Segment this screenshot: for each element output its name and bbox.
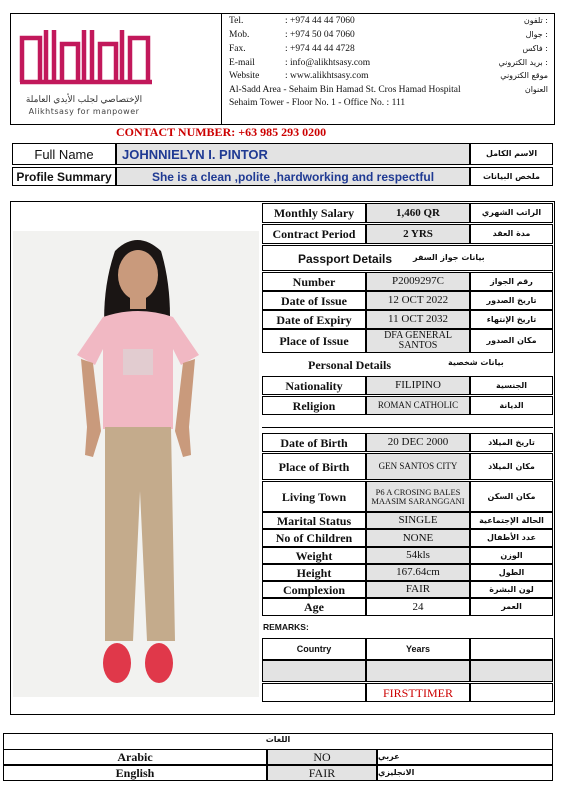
personal-header	[262, 354, 553, 375]
passport-title-ar: بيانات جواز السفر	[413, 253, 485, 262]
contract-period-label: Contract Period	[262, 224, 366, 244]
remarks-label: REMARKS:	[263, 622, 309, 632]
contract-period-ar: مدة العقد	[470, 224, 553, 244]
date-of-issue-label: Date of Issue	[262, 291, 366, 310]
address-line-2: Sehaim Tower - Floor No. 1 - Office No. : 111	[229, 98, 406, 108]
living-town-label: Living Town	[262, 481, 366, 512]
contract-period-value: 2 YRS	[366, 224, 470, 244]
company-logo	[14, 20, 216, 120]
passport-number-ar: رقم الجواز	[470, 272, 553, 291]
country-header: Country	[262, 638, 366, 660]
height-ar: الطول	[470, 564, 553, 581]
full-name-ar: الاسم الكامل	[470, 143, 553, 165]
children-value: NONE	[366, 529, 470, 547]
contact-website-ar: موقع الكتروني	[500, 71, 548, 80]
passport-number-label: Number	[262, 272, 366, 291]
profile-summary-ar: ملخص البيانات	[470, 167, 553, 186]
complexion-value: FAIR	[366, 581, 470, 598]
profile-summary-value: She is a clean ,polite ,hardworking and respectful	[116, 167, 470, 186]
contact-email-value[interactable]: : info@alikhtsasy.com	[285, 58, 371, 68]
date-of-expiry-label: Date of Expiry	[262, 310, 366, 329]
date-of-expiry-ar: تاريخ الإنتهاء	[470, 310, 553, 329]
personal-title-ar: بيانات شخصية	[448, 358, 504, 367]
remarks-blank-cell-2	[470, 683, 553, 702]
date-of-birth-label: Date of Birth	[262, 433, 366, 452]
contact-fax-value: : +974 44 44 4728	[285, 44, 355, 54]
remarks-country-cell	[262, 660, 366, 682]
address-line-1: Al-Sadd Area - Sehaim Bin Hamad St. Cros Hamad Hospital	[229, 85, 461, 95]
languages-title-ar: اللغات	[265, 735, 291, 744]
living-town-ar: مكان السكن	[470, 481, 553, 512]
contact-mob-value: : +974 50 04 7060	[285, 30, 355, 40]
contact-fax-label: Fax.	[229, 44, 246, 54]
language-arabic-value: NO	[267, 749, 377, 765]
marital-status-value: SINGLE	[366, 512, 470, 529]
language-arabic-label: Arabic	[3, 749, 267, 765]
years-header: Years	[366, 638, 470, 660]
logo-tagline-en: Alikhtsasy for manpower	[28, 107, 140, 116]
weight-label: Weight	[262, 547, 366, 564]
weight-value: 54kls	[366, 547, 470, 564]
passport-title: Passport Details	[298, 252, 393, 266]
age-ar: العمر	[470, 598, 553, 616]
place-of-birth-label: Place of Birth	[262, 453, 366, 480]
applicant-figure-icon	[13, 231, 259, 697]
religion-ar: الديانة	[470, 396, 553, 415]
address-ar: العنوان	[524, 85, 548, 94]
personal-title: Personal Details	[308, 358, 391, 372]
header-divider	[221, 13, 222, 125]
place-of-birth-ar: مكان الميلاد	[470, 453, 553, 480]
remarks-blank-cell	[262, 683, 366, 702]
contact-tel-value: : +974 44 44 7060	[285, 16, 355, 26]
remarks-extra-header	[470, 638, 553, 660]
religion-label: Religion	[262, 396, 366, 415]
children-label: No of Children	[262, 529, 366, 547]
language-english-label: English	[3, 765, 267, 781]
living-town-value: P6 A CROSING BALES MAASIM SARANGGANI	[366, 481, 470, 512]
applicant-photo	[13, 231, 259, 697]
monthly-salary-ar: الراتب الشهري	[470, 203, 553, 223]
date-of-birth-value: 20 DEC 2000	[366, 433, 470, 452]
place-of-issue-label: Place of Issue	[262, 329, 366, 353]
full-name-label: Full Name	[12, 143, 116, 165]
experience-status: FIRSTTIMER	[366, 683, 470, 702]
contact-number: CONTACT NUMBER: +63 985 293 0200	[116, 125, 327, 139]
place-of-issue-value: DFA GENERAL SANTOS	[366, 329, 470, 353]
date-of-birth-ar: تاريخ الميلاد	[470, 433, 553, 452]
place-of-issue-ar: مكان الصدور	[470, 329, 553, 353]
religion-value: ROMAN CATHOLIC	[366, 396, 470, 415]
logo-tagline-ar: الإختصاصي لجلب الأيدي العاملة	[25, 94, 143, 104]
nationality-value: FILIPINO	[366, 376, 470, 395]
contact-tel-ar: تلفون :	[523, 16, 548, 25]
remarks-extra-cell	[470, 660, 553, 682]
logo-mark-icon	[16, 22, 156, 86]
place-of-birth-value: GEN SANTOS CITY	[366, 453, 470, 480]
full-name-value: JOHNNIELYN I. PINTOR	[116, 143, 470, 165]
date-of-expiry-value: 11 OCT 2032	[366, 310, 470, 329]
contact-website-label: Website	[229, 71, 260, 81]
marital-status-ar: الحالة الإجتماعية	[470, 512, 553, 529]
remarks-years-cell	[366, 660, 470, 682]
passport-header	[262, 245, 553, 271]
section-divider	[262, 427, 553, 428]
profile-summary-label: Profile Summary	[12, 167, 116, 186]
contact-fax-ar: فاكس :	[522, 44, 548, 53]
age-label: Age	[262, 598, 366, 616]
age-value: 24	[366, 598, 470, 616]
contact-email-label: E-mail	[229, 58, 255, 68]
contact-mob-ar: جوال :	[525, 30, 548, 39]
date-of-issue-value: 12 OCT 2022	[366, 291, 470, 310]
height-label: Height	[262, 564, 366, 581]
marital-status-label: Marital Status	[262, 512, 366, 529]
language-english-value: FAIR	[267, 765, 377, 781]
weight-ar: الوزن	[470, 547, 553, 564]
contact-mob-label: Mob.	[229, 30, 250, 40]
complexion-label: Complexion	[262, 581, 366, 598]
language-english-ar: الانجليزي	[377, 765, 553, 781]
children-ar: عدد الأطفال	[470, 529, 553, 547]
complexion-ar: لون البشرة	[470, 581, 553, 598]
date-of-issue-ar: تاريخ الصدور	[470, 291, 553, 310]
contact-website-value[interactable]: : www.alikhtsasy.com	[285, 71, 369, 81]
contact-tel-label: Tel.	[229, 16, 244, 26]
monthly-salary-label: Monthly Salary	[262, 203, 366, 223]
passport-number-value: P2009297C	[366, 272, 470, 291]
nationality-label: Nationality	[262, 376, 366, 395]
language-arabic-ar: عربي	[377, 749, 553, 765]
nationality-ar: الجنسية	[470, 376, 553, 395]
contact-email-ar: بريد الكتروني :	[498, 58, 548, 67]
height-value: 167.64cm	[366, 564, 470, 581]
monthly-salary-value: 1,460 QR	[366, 203, 470, 223]
